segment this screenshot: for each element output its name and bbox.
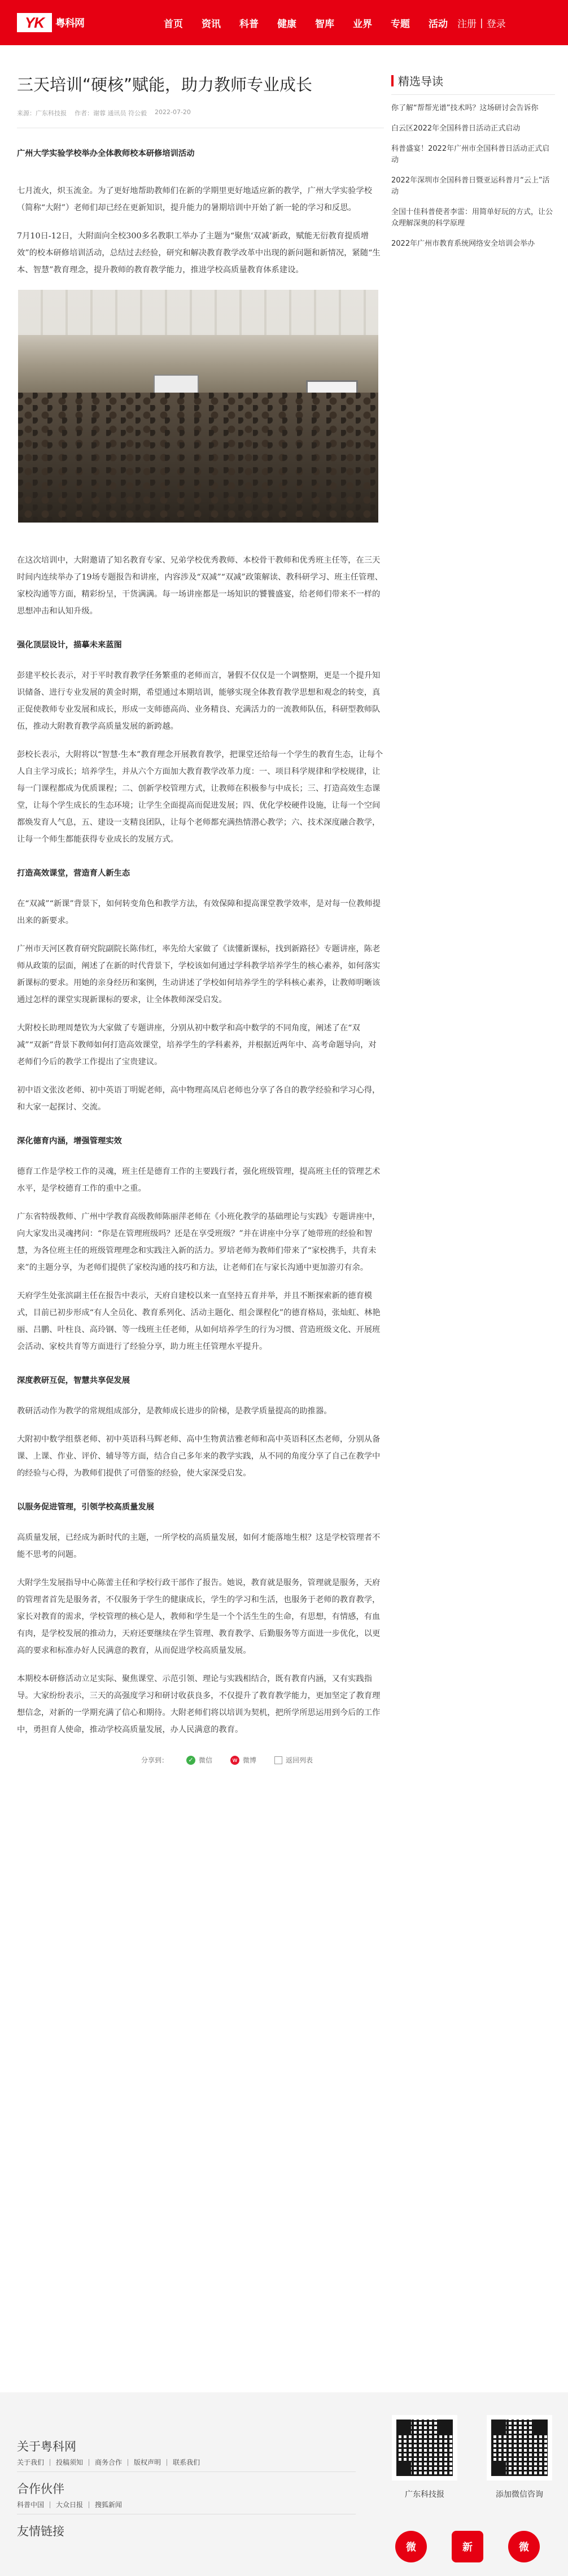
footer-about-links — [17, 2459, 206, 2466]
paragraph: 广州市天河区教育研究院副院长陈伟红，率先给大家做了《读懂新课标，找到新路径》专题讲座，陈老师从政策的层面，阐述了在新的时代背景下，学校该如何通过学科教学培养学生的核心素养，如何落实新课标的要求。用她的亲身经历和案例，生动讲述了学校如何培养学生的学科核心素养，让教师明晰该通过怎样的课堂实现新课标的要求，让全体教师深受启发。 — [17, 945, 381, 1004]
paragraph: 彭校长表示，大附将以“智慧·生本”教育理念开展教育教学，把课堂还给每一个学生的教育生态，让每个人自主学习成长；培养学生，并从六个方面加大教育教学改革力度：一、项目科学规律和学校规律，让每一门课程都成为优质课程；二、创新学校管理方式，让教师在积极参与中成长；三、打造高效生态课堂，让每个学生成长的生态环境；让学生全面提高而促进发展；四、优化学校硬件设施，让每一个空间都焕发育人气息，五、建设一支精良团队，让每个老师都充满热情潜心教学；六、技术深度融合教学，让每一个师生都能获得专业成长的发展方式。 — [17, 750, 383, 844]
paragraph: 大附初中数学组蔡老师、初中英语科马辉老师、高中生物黄洁雅老师和高中英语科区杰老师，分别从备课、上课、作业、评价、辅导等方面，结合自己多年来的教学实践，从不同的角度分享了自己在教学中的经验与心得，为教师们提供了可借鉴的经验，使大家深受启发。 — [17, 1435, 381, 1478]
user-links-separator: | — [480, 17, 483, 29]
sidebar-title-accent — [391, 75, 394, 86]
sidebar-item-link[interactable]: 科普盛宴！2022年广州市全国科普日活动正式启动 — [391, 145, 550, 164]
paragraph: 教研活动作为教学的常规组成部分，是教师成长进步的阶梯，是教学质量提高的助推器。 — [17, 1407, 332, 1416]
section-heading: 打造高效课堂，营造育人新生态 — [17, 869, 130, 878]
wechat-icon: ✓ — [186, 1756, 195, 1765]
site-logo[interactable] — [17, 12, 84, 33]
paragraph: 彭建平校长表示，对于平时教育教学任务繁重的老师而言，暑假不仅仅是一个调整期，更是一个提升知识储备、进行专业发展的黄金时期，希望通过本期培训，能够实现全体教育教学思想和观念的转变，真正促使教师专业发展和成长，形成一支师德高尚、业务精良、充满活力的一流教师队伍，科研型教师队伍，推动大附教育教学高质量发展的新跨越。 — [17, 671, 381, 731]
main-nav — [164, 0, 466, 45]
weibo-icon[interactable]: 微 — [508, 2531, 540, 2562]
article-date: 2022-07-20 — [155, 108, 191, 116]
share-label: 分享到： — [141, 1756, 169, 1764]
article-title: 三天培训“硬核”赋能，助力教师专业成长 — [17, 75, 313, 94]
article-source: 来源：广东科技报 — [17, 110, 67, 117]
footer-partner-links — [17, 2501, 128, 2508]
article-photo — [18, 290, 378, 523]
footer-friend-title: 友情链接 — [17, 2525, 64, 2538]
photo-ceiling — [18, 290, 378, 335]
sidebar-item-link[interactable]: 全国十佳科普使者李雷：用简单好玩的方式，让公众理解深奥的科学原理 — [391, 208, 553, 228]
sidebar-list — [391, 103, 555, 250]
nav-item-events[interactable]: 活动 — [429, 18, 448, 30]
footer-divider — [17, 2471, 356, 2472]
sidebar-divider — [391, 94, 555, 95]
nav-item-think-tank[interactable]: 智库 — [315, 18, 334, 30]
nav-item-home[interactable]: 首页 — [164, 18, 183, 30]
footer-link[interactable]: 搜狐新闻 — [89, 2501, 128, 2508]
sidebar-item-link[interactable]: 你了解“帮帮光谱”技术吗？这场研讨会告诉你 — [391, 104, 539, 112]
footer-link[interactable]: 联系我们 — [167, 2459, 206, 2466]
footer-link[interactable]: 投稿须知 — [50, 2459, 89, 2466]
section-heading: 深化德育内涵，增强管理实效 — [17, 1137, 122, 1146]
paragraph: 天府学生处张滨副主任在报告中表示，天府自建校以来一直坚持五育并举，并且不断探索新的德育模式，目前已初步形成“有人全员化、教育系列化、活动主题化、组会课程化”的德育格局，张灿虹、林艳丽、吕鹏、叶柱良、高玲钢、等一线班主任老师，从如何培养学生的行为习惯、营造班级文化、开展班会活动、家校共育等方面进行了经验分享，助力班主任管理水平提升。 — [17, 1291, 381, 1351]
share-bar — [17, 1755, 384, 1765]
section-heading: 强化顶层设计，描摹未来蓝图 — [17, 641, 122, 650]
nav-item-industry[interactable]: 业界 — [353, 18, 372, 30]
share-weibo-button[interactable] — [230, 1755, 256, 1765]
qr-code-pattern — [396, 2420, 453, 2476]
nav-item-health[interactable]: 健康 — [277, 18, 296, 30]
paragraph: 在“双减”“新课”背景下，如何转变角色和教学方法，有效保障和提高课堂教学效率，是对每一位教师提出来的新要求。 — [17, 899, 381, 925]
photo-audience — [18, 393, 378, 523]
user-links — [457, 16, 506, 30]
back-icon — [274, 1756, 282, 1764]
article-meta — [17, 108, 384, 118]
weibo-icon: w — [230, 1756, 239, 1765]
footer-link[interactable]: 大众日报 — [50, 2501, 89, 2508]
register-link[interactable]: 注册 — [457, 19, 477, 30]
sidebar-title-text: 精选导读 — [398, 75, 443, 88]
qr-label-wechat: 添加微信咨询 — [496, 2490, 543, 2499]
share-wechat-label: 微信 — [199, 1756, 213, 1764]
nav-item-topics[interactable]: 专题 — [391, 18, 410, 30]
section-heading: 深度教研互促，智慧共享促发展 — [17, 1376, 130, 1385]
sidebar-item-link[interactable]: 白云区2022年全国科普日活动正式启动 — [391, 124, 521, 133]
paragraph: 大附校长助理周楚钦为大家做了专题讲座，分别从初中数学和高中数学的不同角度，阐述了在“双减”“双新”背景下教师如何打造高效课堂，培养学生的学科素养，并根据近两年中、高考命题导向，对老师们今后的教学工作提出了宝贵建议。 — [17, 1024, 377, 1067]
paragraph: 高质量发展，已经成为新时代的主题，一所学校的高质量发展，如何才能落地生根？这是学校管理者不能不思考的问题。 — [17, 1533, 381, 1559]
footer-link[interactable]: 商务合作 — [89, 2459, 128, 2466]
share-wechat-button[interactable] — [186, 1755, 212, 1765]
login-link[interactable]: 登录 — [486, 19, 506, 30]
sidebar-item[interactable] — [391, 207, 555, 229]
sidebar — [391, 72, 555, 259]
paragraph: 在这次培训中，大附邀请了知名教育专家、兄弟学校优秀教师、本校骨干教师和优秀班主任等，在三天时间内连续举办了19场专题报告和讲座，内容涉及“双减”“双减”政策解读、教科研学习、班主任管理、家校沟通等方面，精彩纷呈，干货满满。每一场讲座都是一场知识的饕餮盛宴，给老师们带来不一样的思想冲击和认知升级。 — [17, 556, 383, 616]
sidebar-item[interactable] — [391, 238, 555, 250]
news-app-icon[interactable]: 新 — [452, 2531, 483, 2562]
paragraph: 7月10日-12日，大附面向全校300多名教职工举办了主题为“聚焦‘双减’新政，赋能无衍教育提质增效”的校本研修培训活动，总结过去经验，研究和解决教育教学改革中出现的新问题和新情况，紧随“生本、智慧”教育理念，提升教师的教育教学能力，推进学校高质量教育体系建设。 — [17, 232, 381, 275]
paragraph: 大附学生发展指导中心陈蕾主任和学校行政干部作了报告。她说，教育就是服务，管理就是服务，天府的管理者首先是服务者，不仅服务于学生的健康成长，学生的学习和生活，也服务于老师的教育教学，家长对教育的需求，学校管理的核心是人，教师和学生是一个个活生生的生命，有思想，有情感，有血有肉，是学校发展的推动力，天府还要继续在学生管理、教育教学、后勤服务等方面进一步优化，以更高的要求和标准办好人民满意的教育，从而促进学校高质量发展。 — [17, 1578, 381, 1655]
share-weibo-label: 微博 — [243, 1756, 257, 1764]
paragraph: 初中语文张汝老师、初中英语丁明妮老师，高中物理高凤启老师也分享了各自的教学经验和学习心得，和大家一起探讨、交流。 — [17, 1086, 381, 1112]
sidebar-item[interactable] — [391, 175, 555, 198]
qr-code-newspaper — [392, 2415, 457, 2481]
site-footer — [0, 2392, 568, 2576]
sidebar-title — [391, 72, 555, 89]
logo-text: 粤科网 — [55, 18, 84, 29]
section-heading: 以服务促进管理，引领学校高质量发展 — [17, 1503, 155, 1512]
qr-code-wechat — [487, 2415, 552, 2481]
qr-label-newspaper: 广东科技报 — [405, 2490, 444, 2499]
footer-partner-title: 合作伙伴 — [17, 2482, 64, 2496]
sidebar-item[interactable] — [391, 143, 555, 166]
footer-link[interactable]: 关于我们 — [17, 2458, 45, 2466]
paragraph: 德育工作是学校工作的灵魂，班主任是德育工作的主要践行者，强化班级管理，提高班主任的管理艺术水平，是学校德育工作的重中之重。 — [17, 1167, 381, 1193]
footer-link[interactable]: 版权声明 — [128, 2459, 167, 2466]
back-to-list-label: 返回列表 — [286, 1756, 313, 1764]
back-to-list-button[interactable] — [274, 1755, 313, 1765]
article-author: 作者：谢蓉 通讯员 符公毅 — [75, 110, 147, 117]
article-body — [17, 145, 384, 1738]
sidebar-item-link[interactable]: 2022年深圳市全国科普日暨亚运科普月“云上”活动 — [391, 176, 550, 196]
site-header — [0, 0, 568, 45]
qr-code-pattern — [491, 2420, 548, 2476]
logo-mark: YK — [17, 13, 52, 32]
nav-item-science[interactable]: 科普 — [239, 18, 259, 30]
footer-link[interactable]: 科普中国 — [17, 2501, 45, 2509]
footer-about-title: 关于粤科网 — [17, 2440, 76, 2453]
paragraph: 七月流火，炽玉流金。为了更好地帮助教师们在新的学期里更好地适应新的教学，广州大学实验学校（简称“大附”）老师们却已经在更新知识，提升能力的暑期培训中开始了新一轮的学习和反思。 — [17, 186, 373, 212]
nav-item-news[interactable]: 资讯 — [202, 18, 221, 30]
sidebar-item[interactable] — [391, 123, 555, 134]
weibo-icon[interactable]: 微 — [395, 2531, 427, 2562]
article-column — [17, 73, 384, 1765]
sidebar-item-link[interactable]: 2022年广州市教育系统网络安全培训会举办 — [391, 240, 535, 248]
paragraph: 本期校本研修活动立足实际、聚焦课堂、示范引领、理论与实践相结合，既有教育内涵，又有实践指导。大家纷纷表示，三天的高强度学习和研讨收获良多，不仅提升了教育教学能力，更加坚定了教育理想信念，对新的一学期充满了信心和期待。大附老师们将以培训为契机，把所学所思运用到今后的工作中，勇担育人使命，推动学校高质量发展，办人民满意的教育。 — [17, 1674, 381, 1734]
sidebar-item[interactable] — [391, 103, 555, 114]
article-lead: 广州大学实验学校举办全体教师校本研修培训活动 — [17, 149, 195, 158]
paragraph: 广东省特级教师、广州中学教育高级教师陈丽萍老师在《小班化教学的基础理论与实践》专题讲座中，向大家发出灵魂拷问：“你是在管理班级吗？还是在享受班级？”并在讲座中分享了她带班的经验和智慧，为各位班主任的班级管理理念和实践注入新的活力。罗培老师为教师们带来了“家校携手，共育未来”的主题分享，为老师们提供了家校沟通的技巧和方法，让老师们在与家长沟通中更加游刃有余。 — [17, 1212, 381, 1272]
